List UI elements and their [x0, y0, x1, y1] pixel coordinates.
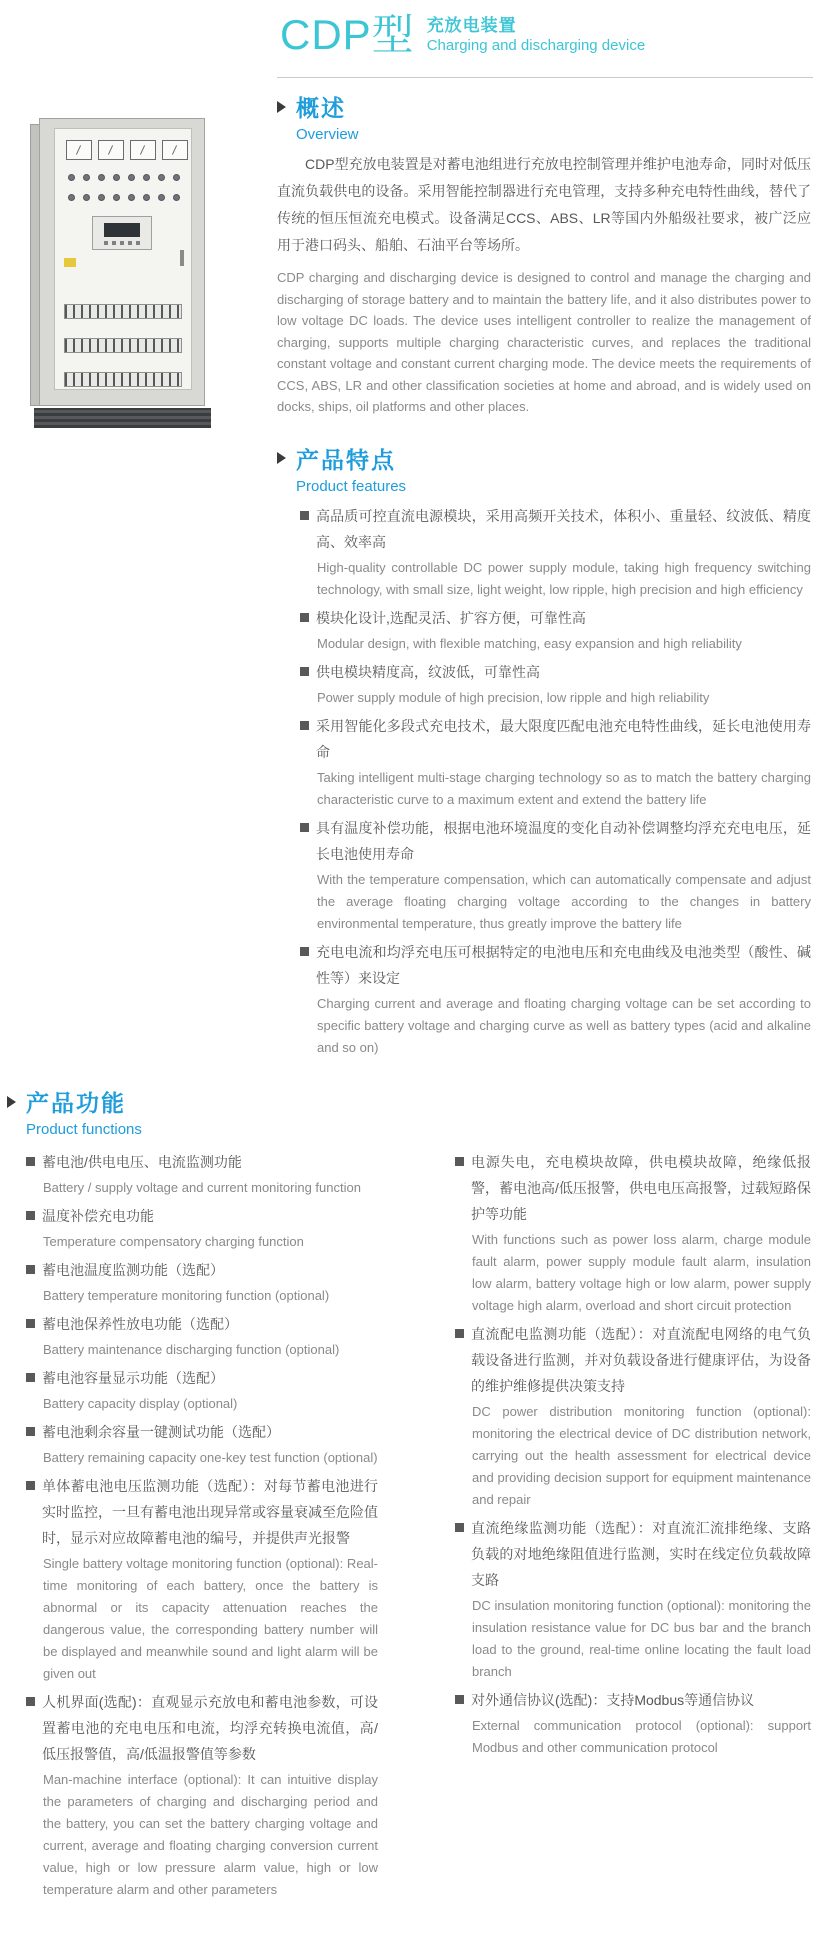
feature-text-en: Taking intelligent multi-stage charging technology so as to match the battery charging characteristic curve to a maximum extent and extend the battery life	[317, 769, 811, 807]
overview-paragraph-en: CDP charging and discharging device is designed to control and manage the charging and discharging of storage battery and to maintain the battery life, and it also distributes power to low voltage DC loads. The device uses intelligent controller to realize the management of charging, supports multiple charging characteristic curves, and replaces the traditional constant voltage and constant current charging mode. The device meets the requirements of CCS, ABS, LR and other classification societies at home and abroad, and is widely used on docks, ships, oil platforms and other places.	[277, 270, 811, 414]
feature-text-cn: 采用智能化多段式充电技术，最大限度匹配电池充电特性曲线，延长电池使用寿命	[316, 717, 811, 760]
square-bullet-icon	[300, 823, 309, 832]
indicator-light-icon	[68, 174, 75, 181]
square-bullet-icon	[26, 1481, 35, 1490]
function-text-en: Battery capacity display (optional)	[43, 1396, 238, 1411]
cabinet-meter-row	[66, 140, 188, 160]
feature-text-en: High-quality controllable DC power supply module, taking high frequency switching technology, with small size, light weight, low ripple, high precision and high efficiency	[317, 559, 811, 597]
indicator-light-icon	[158, 174, 165, 181]
function-text-en: Temperature compensatory charging function	[43, 1234, 304, 1249]
function-item	[26, 1311, 378, 1361]
feature-text-cn: 模块化设计,选配灵活、扩容方便，可靠性高	[316, 609, 586, 626]
section-arrow-icon	[277, 101, 286, 113]
panel-meter-icon	[130, 140, 156, 160]
control-button-icon	[83, 194, 90, 201]
feature-item	[300, 503, 811, 601]
control-button-icon	[98, 194, 105, 201]
function-text-en: Battery / supply voltage and current monitoring function	[43, 1180, 361, 1195]
display-screen	[104, 223, 140, 237]
feature-item	[300, 659, 811, 709]
function-text-cn: 单体蓄电池电压监测功能（选配）：对每节蓄电池进行实时监控，一旦有蓄电池出现异常或容量衰减至危险值时，显示对应故障蓄电池的编号，并提供声光报警	[42, 1478, 378, 1546]
function-item	[455, 1687, 811, 1759]
feature-text-en: Modular design, with flexible matching, easy expansion and high reliability	[317, 635, 742, 651]
overview-title-cn: 概述	[296, 95, 346, 121]
features-section	[277, 442, 811, 1059]
function-text-cn: 直流配电监测功能（选配）：对直流配电网络的电气负载设备进行监测，并对负载设备进行健康评估，为设备的维护维修提供决策支持	[471, 1326, 811, 1394]
control-button-row	[68, 194, 180, 201]
square-bullet-icon	[455, 1695, 464, 1704]
function-text-en: Battery temperature monitoring function (optional)	[43, 1288, 330, 1303]
control-button-icon	[173, 194, 180, 201]
product-subtitle	[427, 12, 645, 56]
product-model-title: CDP型	[280, 11, 415, 58]
function-item	[26, 1257, 378, 1307]
function-text-en: DC power distribution monitoring function (optional): monitoring the electrical device of DC distribution network, carrying out the health assessment for electrical device and providing decision support for equipment maintenance and repair	[472, 1404, 811, 1507]
features-title-cn: 产品特点	[296, 446, 396, 473]
function-item	[455, 1149, 811, 1317]
function-text-en: Man-machine interface (optional): It can intuitive display the parameters of charging and discharging period and the battery, you can set the battery charging voltage and current, average and floating charging conversion current value, high or low pressure alarm value, high or low temperature alarm and other parameters	[43, 1772, 378, 1897]
square-bullet-icon	[455, 1157, 464, 1166]
function-text-en: With functions such as power loss alarm, charge module fault alarm, power supply module fault alarm, insulation low alarm, battery voltage high or low alarm, power supply voltage high alarm, overload and short circuit protection	[472, 1232, 811, 1313]
function-text-en: External communication protocol (optional): support Modbus and other communication protocol	[472, 1718, 811, 1755]
section-arrow-icon	[277, 452, 286, 464]
feature-text-en: Charging current and average and floating charging voltage can be set according to specific battery voltage and charging curve as well as battery types (acid and alkaline and so on)	[317, 995, 811, 1055]
feature-text-cn: 供电模块精度高，纹波低，可靠性高	[316, 663, 540, 680]
function-text-cn: 蓄电池/供电电压、电流监测功能	[42, 1154, 242, 1170]
square-bullet-icon	[26, 1265, 35, 1274]
square-bullet-icon	[455, 1329, 464, 1338]
function-text-cn: 蓄电池温度监测功能（选配）	[42, 1262, 224, 1278]
indicator-light-icon	[113, 174, 120, 181]
control-button-icon	[158, 194, 165, 201]
feature-item	[300, 713, 811, 811]
feature-text-en: Power supply module of high precision, low ripple and high reliability	[317, 689, 710, 705]
function-text-cn: 蓄电池容量显示功能（选配）	[42, 1370, 224, 1386]
feature-item	[300, 939, 811, 1059]
overview-paragraph-cn: CDP型充放电装置是对蓄电池组进行充放电控制管理并维护电池寿命，同时对低压直流负载供电的设备。采用智能控制器进行充电管理，支持多种充电特性曲线，替代了传统的恒压恒流充电模式。设备满足CCS、ABS、LR等国内外船级社要求，被广泛应用于港口码头、船舶、石油平台等场所。	[277, 156, 811, 253]
square-bullet-icon	[300, 667, 309, 676]
function-item	[26, 1473, 378, 1685]
function-item	[455, 1321, 811, 1511]
function-text-cn: 直流绝缘监测功能（选配）：对直流汇流排绝缘、支路负载的对地绝缘阻值进行监测，实时在线定位负载故障支路	[471, 1520, 811, 1588]
product-name-en: Charging and discharging device	[426, 37, 646, 54]
function-text-cn: 对外通信协议(选配)：支持Modbus等通信协议	[471, 1692, 755, 1708]
panel-meter-icon	[162, 140, 188, 160]
square-bullet-icon	[26, 1427, 35, 1436]
square-bullet-icon	[300, 947, 309, 956]
function-text-en: Battery maintenance discharging function (optional)	[43, 1342, 340, 1357]
square-bullet-icon	[300, 511, 309, 520]
square-bullet-icon	[26, 1319, 35, 1328]
function-item	[26, 1365, 378, 1415]
indicator-light-icon	[98, 174, 105, 181]
section-arrow-icon	[7, 1096, 16, 1108]
function-text-cn: 蓄电池剩余容量一键测试功能（选配）	[42, 1424, 280, 1440]
square-bullet-icon	[26, 1211, 35, 1220]
control-button-icon	[128, 194, 135, 201]
functions-section-heading	[7, 1085, 142, 1138]
function-item	[26, 1419, 378, 1469]
panel-meter-icon	[66, 140, 92, 160]
square-bullet-icon	[300, 613, 309, 622]
function-text-en: Single battery voltage monitoring function (optional): Real-time monitoring of each battery, once the battery is abnormal or its capacity attenuation reaches the dangerous value, the corresponding battery number will be displayed and meanwhile sound and light alarm will be given out	[43, 1556, 378, 1681]
function-item	[26, 1689, 378, 1901]
panel-meter-icon	[98, 140, 124, 160]
features-section-heading	[277, 442, 811, 475]
features-title-en: Product features	[296, 477, 407, 495]
function-text-en: Battery remaining capacity one-key test function (optional)	[43, 1450, 378, 1465]
door-handle	[180, 250, 184, 266]
control-button-icon	[143, 194, 150, 201]
warning-sticker-icon	[64, 258, 76, 267]
cabinet-base	[34, 408, 211, 428]
right-column	[277, 90, 811, 1063]
control-button-icon	[113, 194, 120, 201]
terminal-strip	[64, 372, 182, 387]
indicator-light-row	[68, 174, 180, 181]
square-bullet-icon	[300, 721, 309, 730]
overview-title-en: Overview	[296, 126, 359, 143]
indicator-light-icon	[173, 174, 180, 181]
square-bullet-icon	[26, 1697, 35, 1706]
function-text-cn: 电源失电，充电模块故障，供电模块故障，绝缘低报警，蓄电池高/低压报警，供电电压高报警，过载短路保护等功能	[471, 1154, 811, 1222]
function-item	[455, 1515, 811, 1683]
functions-title-cn: 产品功能	[26, 1090, 126, 1116]
square-bullet-icon	[26, 1373, 35, 1382]
controller-display	[92, 216, 152, 250]
square-bullet-icon	[455, 1523, 464, 1532]
feature-text-cn: 充电电流和均浮充电压可根据特定的电池电压和充电曲线及电池类型（酸性、碱性等）来设定	[316, 943, 811, 986]
page-title	[280, 12, 645, 58]
indicator-light-icon	[128, 174, 135, 181]
product-photo-cabinet	[30, 118, 215, 428]
functions-title-en: Product functions	[26, 1121, 142, 1138]
functions-right-list	[455, 1147, 811, 1763]
function-text-cn: 人机界面(选配)：直观显示充放电和蓄电池参数，可设置蓄电池的充电电压和电流，均浮充转换电流值，高/低压报警值，高/低温报警值等参数	[42, 1694, 378, 1762]
function-text-en: DC insulation monitoring function (optional): monitoring the insulation resistance value for DC bus bar and the branch load to the ground, real-time online locating the fault load branch	[472, 1598, 811, 1679]
feature-item	[300, 605, 811, 655]
square-bullet-icon	[26, 1157, 35, 1166]
terminal-strip	[64, 304, 182, 319]
product-name-cn: 充放电装置	[426, 16, 517, 35]
control-button-icon	[68, 194, 75, 201]
feature-item	[300, 815, 811, 935]
indicator-light-icon	[143, 174, 150, 181]
function-text-cn: 温度补偿充电功能	[42, 1208, 154, 1224]
feature-text-cn: 高品质可控直流电源模块，采用高频开关技术，体积小、重量轻、纹波低、精度高、效率高	[316, 507, 811, 550]
function-item	[26, 1203, 378, 1253]
indicator-light-icon	[83, 174, 90, 181]
display-keypad	[104, 241, 140, 245]
header-divider	[277, 77, 813, 78]
function-item	[26, 1149, 378, 1199]
overview-section-heading	[277, 90, 811, 123]
terminal-strip	[64, 338, 182, 353]
features-list	[300, 503, 811, 1059]
feature-text-en: With the temperature compensation, which can automatically compensate and adjust the average floating charging voltage according to the changes in battery environmental temperature, thus greatly improve the battery life	[317, 871, 811, 931]
function-text-cn: 蓄电池保养性放电功能（选配）	[42, 1316, 238, 1332]
feature-text-cn: 具有温度补偿功能，根据电池环境温度的变化自动补偿调整均浮充充电电压，延长电池使用寿命	[316, 819, 811, 862]
functions-left-list	[26, 1147, 378, 1905]
